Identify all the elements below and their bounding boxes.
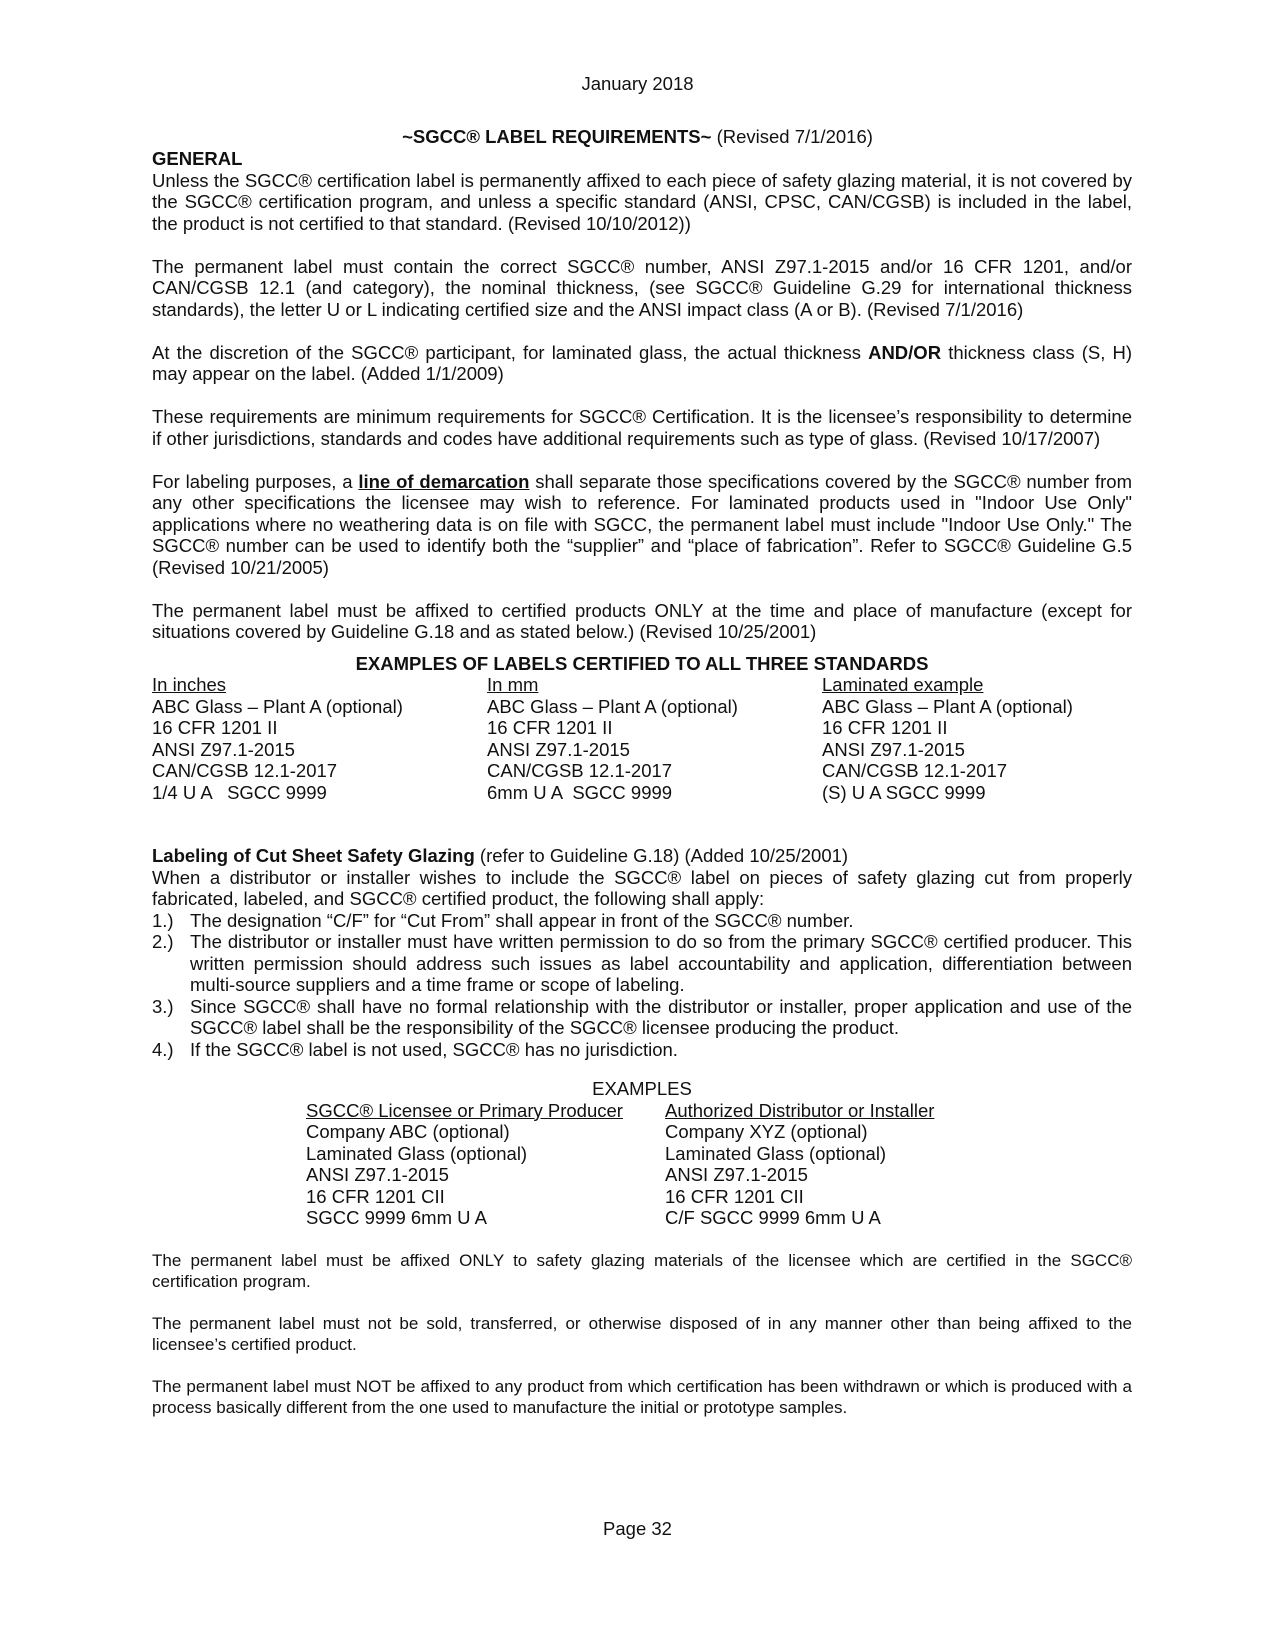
- label-line: SGCC 9999 6mm U A: [306, 1207, 487, 1228]
- label-line: (S) U A SGCC 9999: [822, 781, 986, 803]
- document-body: [152, 148, 1132, 1439]
- paragraph-affixed-time: The permanent label must be affixed to certified products ONLY at the time and place of manufacture (except for situations covered by Guideline G.18 and as stated below.) (Revised 10/25/2001): [152, 599, 1132, 642]
- label-line: ANSI Z97.1-2015: [487, 738, 630, 760]
- cut-sheet-rules: [152, 910, 1132, 1061]
- discretion-text-a: At the discretion of the SGCC® participant, for laminated glass, the actual thickness: [152, 341, 869, 363]
- discretion-bold: AND/OR: [868, 341, 942, 363]
- label-line: CAN/CGSB 12.1-2017: [487, 760, 673, 781]
- label-line: ABC Glass – Plant A (optional): [487, 695, 738, 717]
- label-line: ABC Glass – Plant A (optional): [822, 695, 1073, 717]
- header-date: January 2018: [581, 73, 694, 94]
- label-line: 16 CFR 1201 CII: [665, 1185, 804, 1207]
- label-line: CAN/CGSB 12.1-2017: [152, 760, 338, 781]
- title-revised: (Revised 7/1/2016): [711, 126, 873, 147]
- examples-two-table: [306, 1100, 1132, 1229]
- paragraph-closing-3: The permanent label must NOT be affixed to any product from which certification has been withdrawn or which is produced with a process basically different from the one used to manufacture the initial or prototype samples.: [152, 1376, 1132, 1417]
- page-number: Page 32: [603, 1518, 672, 1539]
- column-header: In mm: [487, 674, 539, 695]
- cut-sheet-heading: [152, 845, 1132, 867]
- cut-sheet-intro: When a distributor or installer wishes to include the SGCC® label on pieces of safety glazing cut from properly fabricated, labeled, and SGCC® certified product, the following shall apply:: [152, 866, 1132, 909]
- label-line: ABC Glass – Plant A (optional): [152, 695, 403, 717]
- examples-three-heading: EXAMPLES OF LABELS CERTIFIED TO ALL THREE STANDARDS: [355, 652, 929, 674]
- examples-column-laminated: [822, 674, 1132, 803]
- rule-number: 1.): [152, 909, 174, 931]
- label-line: ANSI Z97.1-2015: [152, 738, 295, 760]
- demarcation-term: line of demarcation: [358, 470, 530, 492]
- rule-number: 2.): [152, 931, 174, 952]
- rule-item: [152, 931, 1132, 996]
- section-heading-general: GENERAL: [152, 148, 243, 169]
- rule-text: The designation “C/F” for “Cut From” shall appear in front of the SGCC® number.: [190, 909, 854, 931]
- paragraph-general-1: Unless the SGCC® certification label is permanently affixed to each piece of safety glazing material, it is not covered by the SGCC® certification program, and unless a specific standard (ANSI, CPSC, CAN/CGSB) is included in the label, the product is not certified to that standard. (Revised 10/10/2012)): [152, 169, 1132, 234]
- rule-text: The distributor or installer must have written permission to do so from the primary SGCC® certified producer. This written permission should address such issues as label accountability and application, differentiation between multi-source suppliers and a time frame or scope of labeling.: [190, 931, 1132, 995]
- rule-number: 4.): [152, 1038, 174, 1060]
- page-title: [0, 126, 1275, 148]
- examples-column-inches: [152, 674, 487, 803]
- examples-two-heading: EXAMPLES: [592, 1078, 692, 1099]
- label-line: 6mm U A SGCC 9999: [487, 781, 673, 803]
- rule-item: [152, 1039, 1132, 1061]
- label-line: ANSI Z97.1-2015: [665, 1164, 808, 1185]
- paragraph-demarcation: [152, 471, 1132, 579]
- label-line: 16 CFR 1201 II: [822, 717, 948, 738]
- rule-text: If the SGCC® label is not used, SGCC® has no jurisdiction.: [190, 1038, 678, 1060]
- label-line: Laminated Glass (optional): [306, 1142, 528, 1164]
- label-line: Company ABC (optional): [306, 1121, 510, 1142]
- demarcation-text-a: For labeling purposes, a: [152, 470, 359, 492]
- examples-column-licensee: [306, 1100, 665, 1229]
- paragraph-closing-2: The permanent label must not be sold, transferred, or otherwise disposed of in any manner other than being affixed to the licensee’s certified product.: [152, 1313, 1132, 1354]
- rule-item: [152, 910, 1132, 932]
- column-header: In inches: [152, 674, 227, 695]
- demarcation-text-b: shall separate those specifications covered by the SGCC® number from any other specifications the licensee may wish to reference. For laminated products used in "Indoor Use Only" applications where no weathering data is on file with SGCC, the permanent label must include "Indoor Use Only." The SGCC® number can be used to identify both the “supplier” and “place of fabrication”. Refer to SGCC® Guideline G.5 (Revised 10/21/2005): [152, 470, 1132, 578]
- label-line: Laminated Glass (optional): [665, 1142, 887, 1164]
- paragraph-closing-1: The permanent label must be affixed ONLY to safety glazing materials of the licensee which are certified in the SGCC® certification program.: [152, 1250, 1132, 1291]
- cut-sheet-note: (refer to Guideline G.18) (Added 10/25/2001): [474, 845, 849, 866]
- title-main: ~SGCC® LABEL REQUIREMENTS~: [402, 126, 712, 147]
- label-line: Company XYZ (optional): [665, 1121, 868, 1142]
- label-line: 1/4 U A SGCC 9999: [152, 781, 327, 803]
- discretion-text-b: thickness class (S, H) may appear on the label. (Added 1/1/2009): [152, 341, 1132, 384]
- paragraph-general-2: The permanent label must contain the correct SGCC® number, ANSI Z97.1-2015 and/or 16 CFR 1201, and/or CAN/CGSB 12.1 (and category), the nominal thickness, (see SGCC® Guideline G.29 for international thickness standards), the letter U or L indicating certified size and the ANSI impact class (A or B). (Revised 7/1/2016): [152, 255, 1132, 320]
- label-line: C/F SGCC 9999 6mm U A: [665, 1207, 881, 1228]
- label-line: ANSI Z97.1-2015: [822, 738, 965, 760]
- column-header: SGCC® Licensee or Primary Producer: [306, 1099, 623, 1121]
- label-line: CAN/CGSB 12.1-2017: [822, 760, 1008, 781]
- cut-sheet-title: Labeling of Cut Sheet Safety Glazing: [152, 845, 475, 866]
- rule-item: [152, 996, 1132, 1039]
- label-line: 16 CFR 1201 II: [152, 717, 278, 738]
- rule-text: Since SGCC® shall have no formal relationship with the distributor or installer, proper application and use of the SGCC® label shall be the responsibility of the SGCC® licensee producing the product.: [190, 995, 1132, 1038]
- examples-column-distributor: [665, 1100, 1005, 1229]
- paragraph-discretion: [152, 342, 1132, 385]
- column-header: Authorized Distributor or Installer: [665, 1099, 935, 1121]
- examples-three-table: [152, 674, 1132, 803]
- column-header: Laminated example: [822, 674, 984, 695]
- label-line: 16 CFR 1201 II: [487, 717, 613, 738]
- label-line: 16 CFR 1201 CII: [306, 1185, 445, 1207]
- label-line: ANSI Z97.1-2015: [306, 1164, 449, 1185]
- paragraph-minimum: These requirements are minimum requirements for SGCC® Certification. It is the licensee’s responsibility to determine if other jurisdictions, standards and codes have additional requirements such as type of glass. (Revised 10/17/2007): [152, 406, 1132, 449]
- rule-number: 3.): [152, 995, 174, 1017]
- examples-column-mm: [487, 674, 822, 803]
